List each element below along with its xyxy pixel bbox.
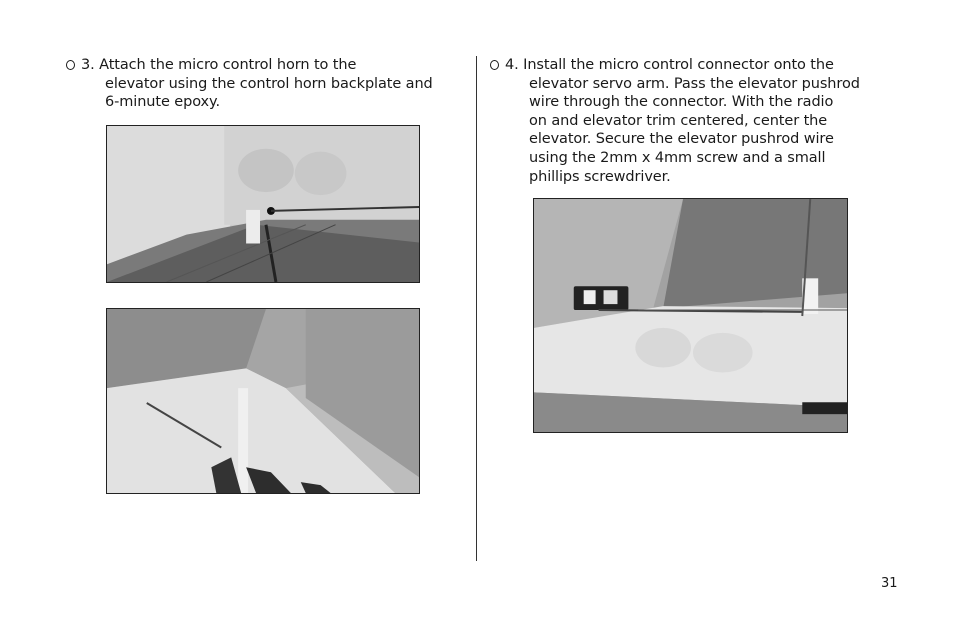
step-4-instruction xyxy=(490,56,860,186)
step-4-line-7: phillips screwdriver. xyxy=(529,168,671,185)
elevator-underside-photo xyxy=(106,308,420,494)
step-3-line-1: Attach the micro control horn to the xyxy=(99,57,357,73)
step-4-line-2: elevator servo arm. Pass the elevator pushrod xyxy=(529,75,860,92)
step-4-line-4: on and elevator trim centered, center the xyxy=(529,112,828,129)
step-3-checkbox[interactable] xyxy=(66,60,75,70)
page-number: 31 xyxy=(881,576,898,591)
servo-pushrod-photo xyxy=(533,198,848,433)
step-3-line-3: 6-minute epoxy. xyxy=(105,94,220,111)
step-3-instruction xyxy=(66,56,433,112)
step-4-line-1: Install the micro control connector onto the xyxy=(523,57,834,73)
step-4-line-5: elevator. Secure the elevator pushrod wire xyxy=(529,131,834,148)
step-4-checkbox[interactable] xyxy=(490,60,499,70)
step-3-number: 3. xyxy=(81,57,95,73)
column-divider xyxy=(476,56,477,561)
control-horn-photo xyxy=(106,125,420,283)
step-3-line-2: elevator using the control horn backplate and xyxy=(105,75,433,92)
step-4-line-3: wire through the connector. With the radio xyxy=(529,94,834,111)
step-4-number: 4. xyxy=(505,57,519,73)
step-4-line-6: using the 2mm x 4mm screw and a small xyxy=(529,149,826,166)
